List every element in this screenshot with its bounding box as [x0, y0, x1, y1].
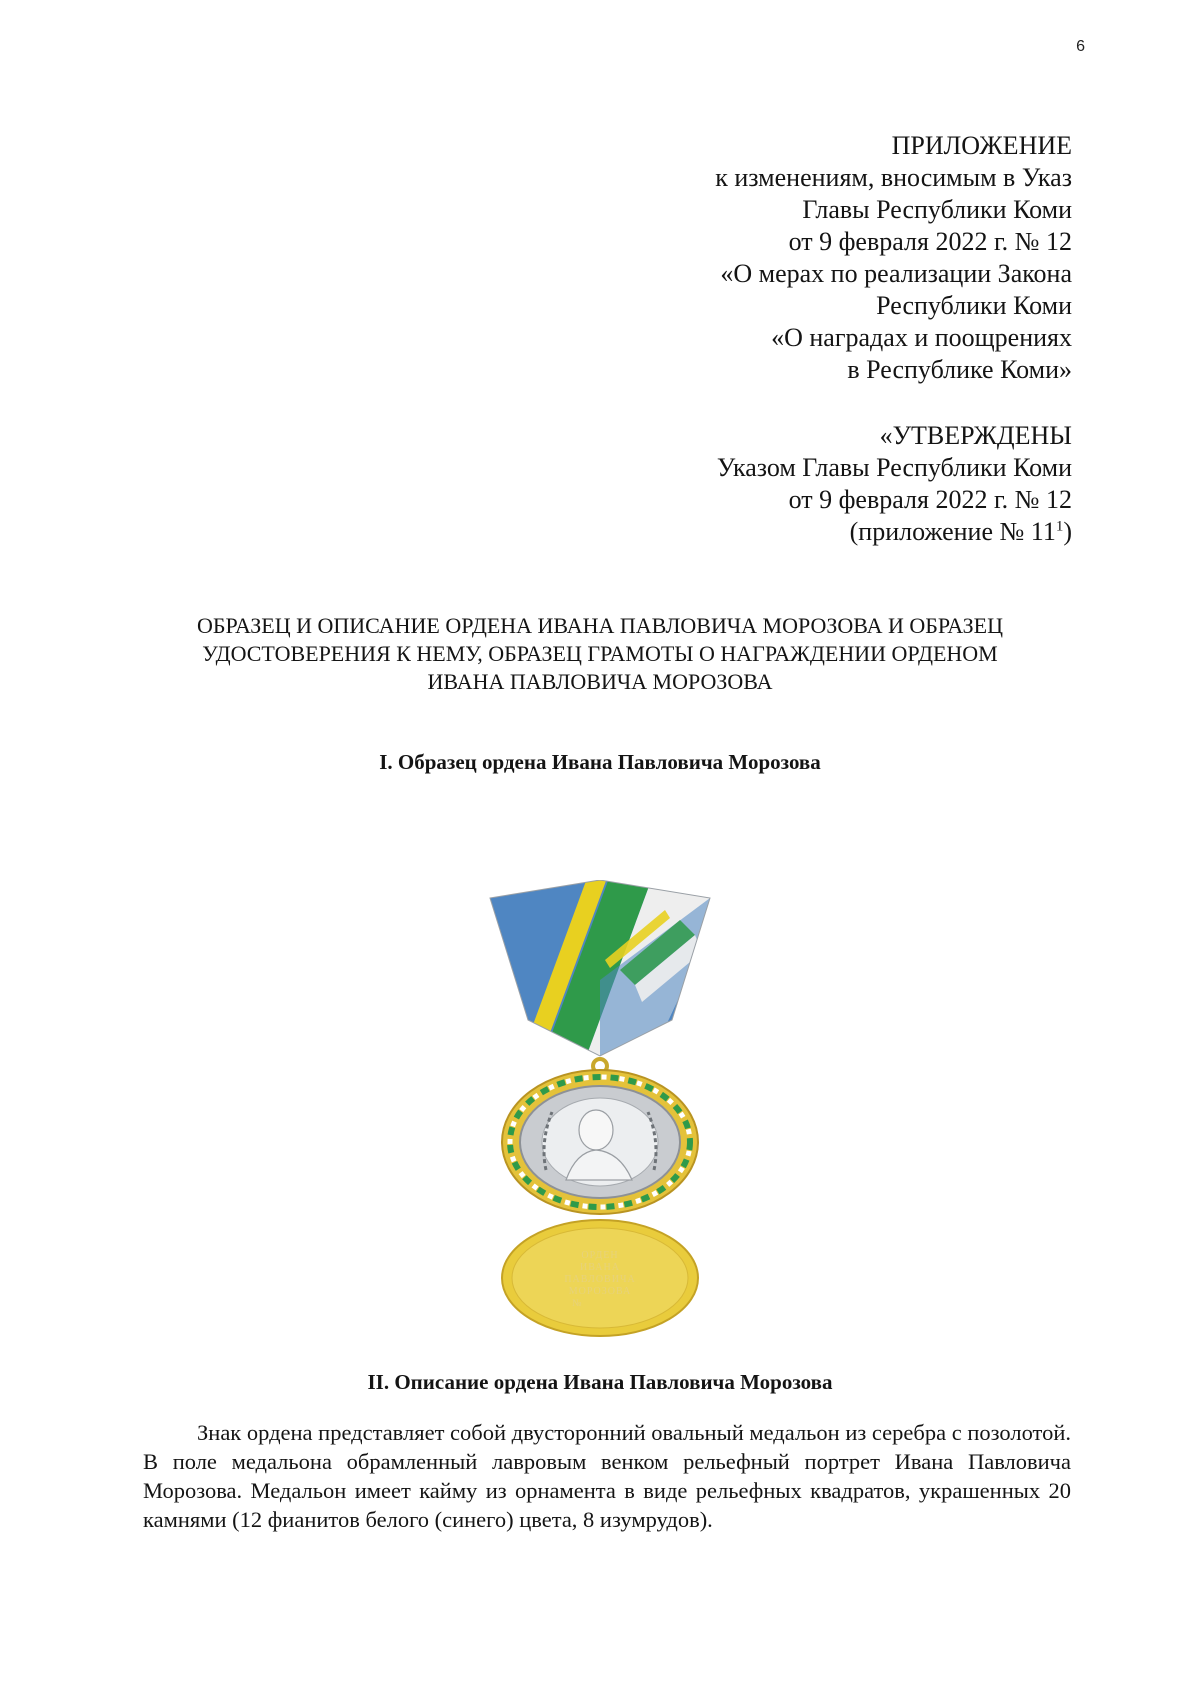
title-line: ОБРАЗЕЦ И ОПИСАНИЕ ОРДЕНА ИВАНА ПАВЛОВИЧА МОРОЗОВА И ОБРАЗЕЦ [197, 613, 1003, 638]
approval-line: от 9 февраля 2022 г. № 12 [788, 485, 1072, 514]
approval-line: Указом Главы Республики Коми [716, 453, 1072, 482]
order-description [143, 1418, 1071, 1534]
medal-ribbon [480, 880, 720, 1060]
appendix-line: в Республике Коми» [847, 355, 1072, 384]
reverse-text-line: ИВАНА [580, 1262, 620, 1273]
description-text: Знак ордена представляет собой двусторонний овальный медальон из серебра с позолотой. В поле медальона обрамленный лавровым венком рельефный портрет Ивана Павловича Морозова. Медальон имеет кайму из орнамента в виде рельефных квадратов, украшенных 20 камнями (12 фианитов белого (синего) цвета, 8 изумрудов). [143, 1420, 1071, 1532]
reverse-text-line: МОРОЗОВА [568, 1286, 632, 1297]
appendix-line: «О мерах по реализации Закона [720, 259, 1072, 288]
order-medal-image [480, 880, 720, 1340]
appendix-line: к изменениям, вносимым в Указ [715, 163, 1072, 192]
reverse-text-line: ОРДЕН [581, 1250, 619, 1261]
section-2-title: II. Описание ордена Ивана Павловича Морозова [367, 1370, 833, 1394]
approval-appendix-ref [512, 516, 1072, 548]
approval-block [512, 420, 1072, 548]
page-number: 6 [1076, 38, 1085, 55]
section-1-title: I. Образец ордена Ивана Павловича Морозова [379, 750, 821, 774]
appendix-line: Республики Коми [876, 291, 1072, 320]
reverse-text-number: № [572, 1298, 583, 1309]
appendix-ref-suffix: ) [1063, 517, 1072, 546]
appendix-line: «О наградах и поощрениях [771, 323, 1072, 352]
medal-illustration [480, 880, 720, 1340]
appendix-ref-prefix: (приложение № 11 [849, 517, 1056, 546]
medal-reverse [502, 1220, 698, 1336]
title-line: ИВАНА ПАВЛОВИЧА МОРОЗОВА [427, 669, 773, 694]
medal-obverse [502, 1070, 698, 1214]
appendix-block [512, 130, 1072, 386]
appendix-line: Главы Республики Коми [802, 195, 1072, 224]
approval-heading: «УТВЕРЖДЕНЫ [879, 421, 1072, 450]
appendix-line: от 9 февраля 2022 г. № 12 [788, 227, 1072, 256]
reverse-text-line: ПАВЛОВИЧА [564, 1274, 636, 1285]
title-line: УДОСТОВЕРЕНИЯ К НЕМУ, ОБРАЗЕЦ ГРАМОТЫ О НАГРАЖДЕНИИ ОРДЕНОМ [202, 641, 998, 666]
appendix-heading: ПРИЛОЖЕНИЕ [891, 131, 1072, 160]
appendix-ref-superscript: 1 [1055, 518, 1064, 535]
document-title [130, 612, 1070, 696]
